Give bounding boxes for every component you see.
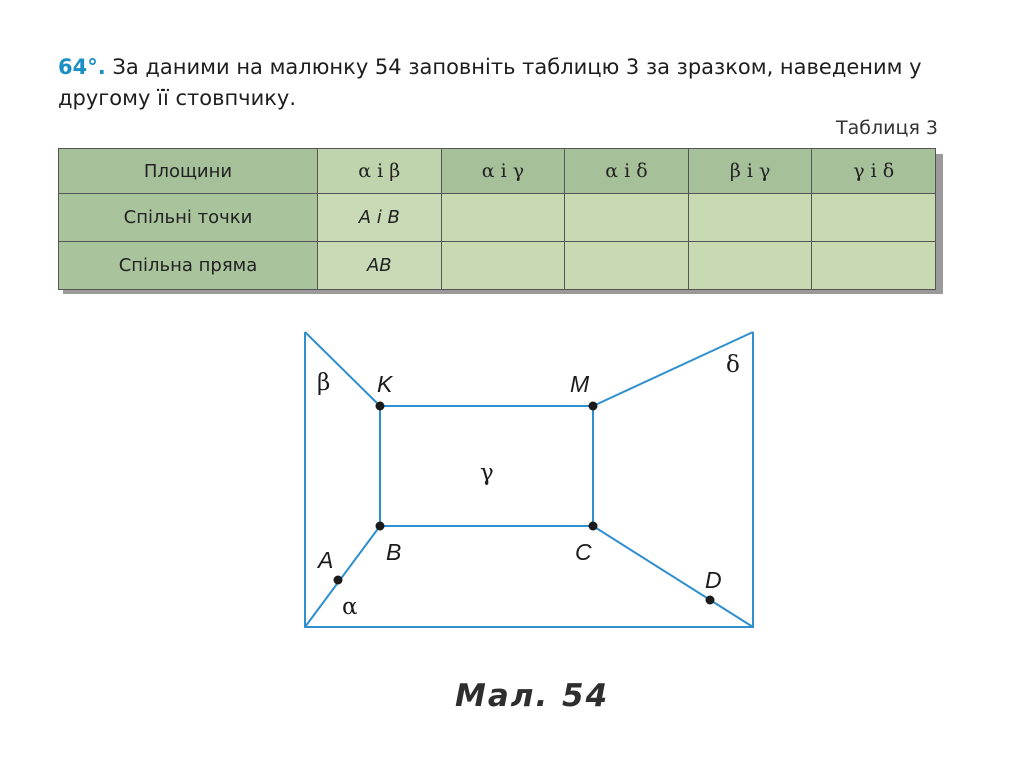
cell-common-points-beta-gamma[interactable]	[688, 194, 812, 242]
cell-common-line-beta-gamma[interactable]	[688, 242, 812, 290]
header-cell-alpha-gamma: α і γ	[441, 149, 565, 194]
cell-common-points-alpha-beta: A і B	[318, 194, 442, 242]
header-cell-beta-gamma: β і γ	[688, 149, 812, 194]
cell-common-points-alpha-gamma[interactable]	[441, 194, 565, 242]
problem-number: 64°.	[58, 55, 106, 79]
point-d-dot	[706, 596, 715, 605]
point-k-dot	[376, 402, 385, 411]
cell-common-line-alpha-gamma[interactable]	[441, 242, 565, 290]
plane-alpha-label: α	[342, 594, 358, 620]
cell-common-line-gamma-delta[interactable]	[812, 242, 936, 290]
problem-statement	[58, 52, 958, 114]
cell-common-line-alpha-beta: AB	[318, 242, 442, 290]
table-header-row	[59, 149, 936, 194]
figure-caption: Мал. 54	[455, 678, 610, 714]
point-b-label: B	[386, 539, 402, 565]
line-cd	[593, 526, 753, 627]
header-cell-alpha-delta: α і δ	[565, 149, 689, 194]
plane-delta-label: δ	[726, 352, 740, 378]
row-label-common-line: Спільна пряма	[59, 242, 318, 290]
figure-points	[334, 402, 715, 605]
cell-common-points-gamma-delta[interactable]	[812, 194, 936, 242]
plane-gamma-label: γ	[480, 460, 494, 486]
point-a-dot	[334, 576, 343, 585]
point-a-label: A	[318, 547, 334, 573]
point-m-label: M	[570, 371, 590, 397]
table-row	[59, 242, 936, 290]
plane-alpha-outline	[305, 332, 753, 627]
point-c-dot	[589, 522, 598, 531]
row-label-common-points: Спільні точки	[59, 194, 318, 242]
point-k-label: K	[377, 371, 393, 397]
geometry-figure	[290, 320, 770, 640]
figure-lines	[305, 332, 753, 627]
plane-beta-label: β	[317, 370, 331, 396]
cell-common-points-alpha-delta[interactable]	[565, 194, 689, 242]
point-c-label: C	[575, 539, 592, 565]
problem-text: За даними на малюнку 54 заповніть таблицю 3 за зразком, наведеним у другому її стовпчику.	[58, 55, 922, 110]
header-cell-planes: Площини	[59, 149, 318, 194]
cell-common-line-alpha-delta[interactable]	[565, 242, 689, 290]
table-row	[59, 194, 936, 242]
header-cell-gamma-delta: γ і δ	[812, 149, 936, 194]
data-table	[58, 148, 936, 290]
point-b-dot	[376, 522, 385, 531]
point-d-label: D	[705, 567, 722, 593]
table-caption: Таблиця 3	[836, 117, 938, 139]
header-cell-alpha-beta: α і β	[318, 149, 442, 194]
point-m-dot	[589, 402, 598, 411]
